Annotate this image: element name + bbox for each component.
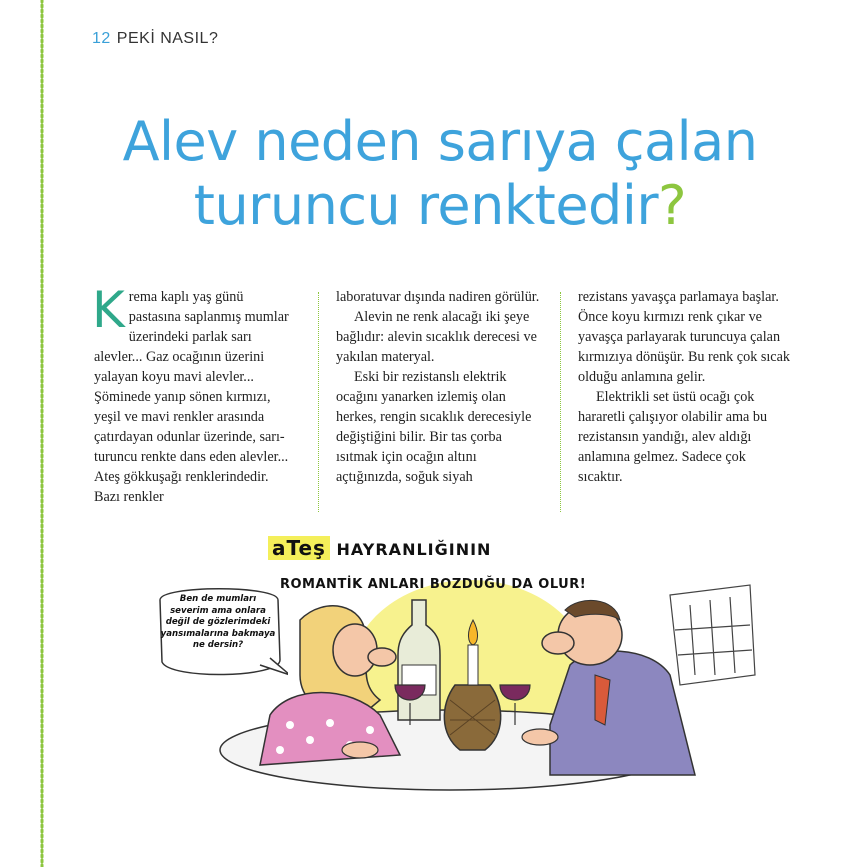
left-dotted-border <box>38 0 46 867</box>
column-1 <box>92 281 296 507</box>
column-divider <box>318 292 319 512</box>
title-line-2: turuncu renktedir <box>193 174 659 237</box>
column-2-paragraph-2: Alevin ne renk alacağı iki şeye bağlıdır: alevin sıcaklık derecesi ve yakılan materyal. <box>336 309 537 365</box>
page-header <box>92 30 218 48</box>
drop-cap: K <box>92 281 125 339</box>
column-3-paragraph-2: Elektrikli set üstü ocağı çok hararetli çalışıyor olabilir ama bu rezistansın yandığı, alev aldığı anlamına gelmez. Sadece çok sıcaktır. <box>578 389 768 485</box>
column-divider <box>560 292 561 512</box>
illustration-caption-line-2: ROMANTİK ANLARI BOZDUĞU DA OLUR! <box>280 577 587 592</box>
title-question-mark: ? <box>658 174 687 237</box>
caption-word-2: HAYRANLIĞININ <box>336 540 492 559</box>
page-title <box>80 110 800 238</box>
title-line-1: Alev neden sarıya çalan <box>122 110 758 173</box>
column-2-paragraph-3: Eski bir rezistanslı elektrik ocağını yanarken izlemiş olan herkes, rengin sıcaklık derecesiyle değiştiğini bilir. Bir tas çorba ısıtmak için ocağın altını açtığınızda, soğuk siyah <box>336 369 532 485</box>
caption-highlight-word: aTeş <box>268 536 330 560</box>
column-2-paragraph-1: laboratuvar dışında nadiren görülür. <box>336 289 540 305</box>
page-number: 12 <box>92 30 111 47</box>
illustration-caption-line-1 <box>268 536 568 560</box>
column-3 <box>578 287 790 487</box>
column-2 <box>336 287 540 487</box>
column-1-text: rema kaplı yaş günü pastasına saplanmış mumlar üzerindeki parlak sarı alevler... Gaz ocağının üzerini yalayan koyu mavi alevler... Şöminede yanıp sönen kırmızı, yeşil ve mavi renkler arasında çatırdayan odunlar üzerinde, sarı-turuncu renkte dans eden alevler... Ateş gökkuşağı renklerindedir. Bazı renkler <box>94 289 289 505</box>
column-3-paragraph-1: rezistans yavaşça parlamaya başlar. Önce koyu kırmızı renk çıkar ve yavaşça parlayarak turuncuya çalan kırmızıya dönüşür. Bu renk çok sıcak olduğu anlamına gelir. <box>578 289 790 385</box>
speech-bubble-text: Ben de mumları severim ama onlara değil de gözlerimdeki yansımalarına bakmaya ne dersin? <box>160 594 276 650</box>
section-title: PEKİ NASIL? <box>116 30 219 47</box>
